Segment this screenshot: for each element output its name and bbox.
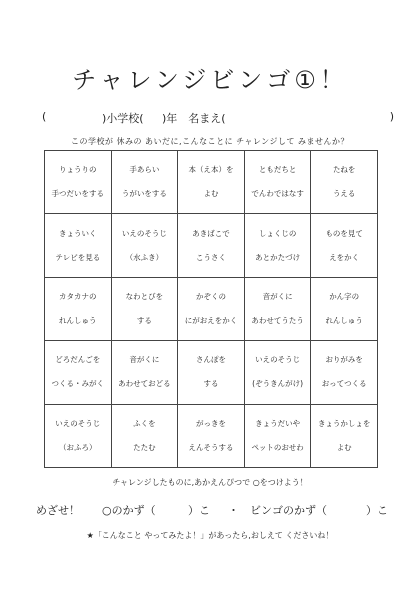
bingo-cell[interactable] bbox=[178, 341, 245, 404]
bingo-cell-text: おってつくる bbox=[321, 379, 367, 389]
bingo-cell[interactable] bbox=[178, 277, 245, 340]
bingo-cell-text: かぞくの bbox=[195, 291, 226, 301]
bingo-cell-text: 音がくに bbox=[129, 355, 160, 365]
bingo-cell[interactable] bbox=[45, 404, 112, 467]
bingo-cell[interactable] bbox=[178, 151, 245, 214]
footnote-text: ★「こんなこと やってみたよ！」があったら,おしえて くださいね！ bbox=[86, 531, 334, 540]
bingo-cell-text: にがおえをかく bbox=[184, 315, 238, 325]
bingo-cell[interactable] bbox=[311, 277, 378, 340]
name-line-open-paren: ( bbox=[42, 110, 47, 123]
school-field-label: )小学校( bbox=[102, 112, 144, 125]
bingo-cell[interactable] bbox=[111, 214, 178, 277]
bingo-cell[interactable] bbox=[111, 341, 178, 404]
bingo-cell-text: する bbox=[136, 315, 152, 325]
name-line-close-paren: ) bbox=[389, 110, 394, 123]
bingo-cell-text: ものを見て bbox=[325, 228, 363, 238]
bingo-cell-text: テレビを見る bbox=[55, 252, 101, 262]
bingo-cell[interactable] bbox=[244, 214, 311, 277]
page-title: チャレンジビンゴ①！ bbox=[72, 66, 348, 94]
bingo-grid bbox=[44, 150, 378, 468]
bingo-cell-text: ともだちと bbox=[258, 165, 297, 175]
bingo-cell-text: うがいをする bbox=[121, 189, 167, 199]
bingo-cell-text: でんわではなす bbox=[251, 189, 304, 199]
bingo-cell[interactable] bbox=[311, 404, 378, 467]
bingo-row bbox=[45, 341, 378, 404]
bingo-cell-text: れんしゅう bbox=[325, 315, 363, 325]
bingo-cell-text: 音がくに bbox=[262, 291, 293, 301]
bingo-cell-text: きょうだいや bbox=[255, 418, 301, 428]
bingo-cell-text: なわとびを bbox=[125, 291, 164, 301]
bingo-cell-text: カタカナの bbox=[59, 291, 97, 301]
bingo-cell[interactable] bbox=[45, 214, 112, 277]
bingo-cell[interactable] bbox=[311, 151, 378, 214]
circle-count-close: ）こ bbox=[188, 504, 210, 517]
bingo-cell-text: する bbox=[203, 379, 219, 389]
bingo-cell-text: (ぞうきんがけ) bbox=[252, 379, 303, 389]
bingo-cell-text: えんそうする bbox=[188, 442, 234, 452]
bingo-cell-text: 手つだいをする bbox=[51, 189, 105, 199]
bingo-cell[interactable] bbox=[178, 214, 245, 277]
bingo-cell-text: さんぽを bbox=[195, 355, 226, 365]
bingo-cell-text: おりがみを bbox=[325, 355, 363, 365]
bingo-cell-text: いえのそうじ bbox=[255, 355, 301, 365]
bingo-count-close: ）こ bbox=[366, 504, 388, 517]
bingo-cell-text: あきばこで bbox=[192, 228, 230, 238]
bingo-cell[interactable] bbox=[311, 214, 378, 277]
bingo-row bbox=[45, 214, 378, 277]
bingo-cell[interactable] bbox=[45, 277, 112, 340]
bingo-count-label: ビンゴのかず（ bbox=[250, 504, 327, 517]
bingo-cell-text: あわせてうたう bbox=[251, 315, 304, 325]
bingo-cell[interactable] bbox=[111, 151, 178, 214]
bingo-cell-text: あわせておどる bbox=[118, 379, 171, 389]
bingo-cell-text: りょうりの bbox=[59, 165, 97, 175]
goal-label: めざせ！ bbox=[36, 504, 80, 517]
bingo-cell[interactable] bbox=[45, 341, 112, 404]
bingo-cell-text: いえのそうじ bbox=[121, 228, 167, 238]
bingo-cell-text: かん字の bbox=[329, 291, 360, 301]
bingo-cell[interactable] bbox=[244, 151, 311, 214]
bingo-row bbox=[45, 404, 378, 467]
goal-line bbox=[36, 502, 386, 518]
bingo-cell-text: きょういく bbox=[59, 228, 97, 238]
bingo-cell-text: がっきを bbox=[195, 418, 226, 428]
bingo-cell-text: ペットのおせわ bbox=[251, 442, 304, 452]
bingo-cell-text: （おふろ） bbox=[59, 442, 97, 452]
bingo-cell[interactable] bbox=[244, 341, 311, 404]
question-text: この学校が 休みの あいだに,こんなことに チャレンジして みませんか？ bbox=[70, 137, 350, 146]
year-field-label: )年 名まえ( bbox=[162, 112, 226, 125]
bingo-cell[interactable] bbox=[244, 404, 311, 467]
circle-count-label: ○のかず（ bbox=[102, 504, 156, 517]
bingo-cell-text: えをかく bbox=[329, 252, 360, 262]
bingo-cell-text: よむ bbox=[203, 189, 219, 199]
bingo-cell-text: たねを bbox=[332, 165, 356, 175]
instruction-text: チャレンジしたものに,あかえんぴつで ○をつけよう！ bbox=[112, 478, 308, 487]
bingo-cell[interactable] bbox=[311, 341, 378, 404]
bingo-cell-text: 手あらい bbox=[129, 165, 160, 175]
bingo-cell-text: どろだんごを bbox=[55, 355, 101, 365]
goal-separator: ・ bbox=[228, 504, 239, 517]
bingo-cell-text: ふくを bbox=[133, 418, 156, 428]
bingo-cell-text: こうさく bbox=[195, 252, 226, 262]
bingo-cell-text: つくる・みがく bbox=[51, 379, 105, 389]
bingo-cell-text: たたむ bbox=[133, 442, 156, 452]
bingo-cell-text: いえのそうじ bbox=[55, 418, 101, 428]
bingo-cell-text: きょうかしょを bbox=[317, 418, 371, 428]
bingo-cell[interactable] bbox=[178, 404, 245, 467]
bingo-cell-text: しょくじの bbox=[258, 228, 297, 238]
bingo-cell[interactable] bbox=[111, 277, 178, 340]
bingo-cell-text: あとかたづけ bbox=[255, 252, 301, 262]
bingo-row bbox=[45, 277, 378, 340]
bingo-cell-text: れんしゅう bbox=[59, 315, 97, 325]
bingo-cell[interactable] bbox=[45, 151, 112, 214]
bingo-cell[interactable] bbox=[111, 404, 178, 467]
bingo-cell-text: うえる bbox=[332, 189, 356, 199]
bingo-row bbox=[45, 151, 378, 214]
bingo-cell-text: （水ふき） bbox=[125, 252, 164, 262]
bingo-cell-text: よむ bbox=[336, 442, 352, 452]
name-line bbox=[42, 110, 394, 126]
bingo-cell[interactable] bbox=[244, 277, 311, 340]
bingo-cell-text: 本（え本）を bbox=[188, 165, 234, 175]
